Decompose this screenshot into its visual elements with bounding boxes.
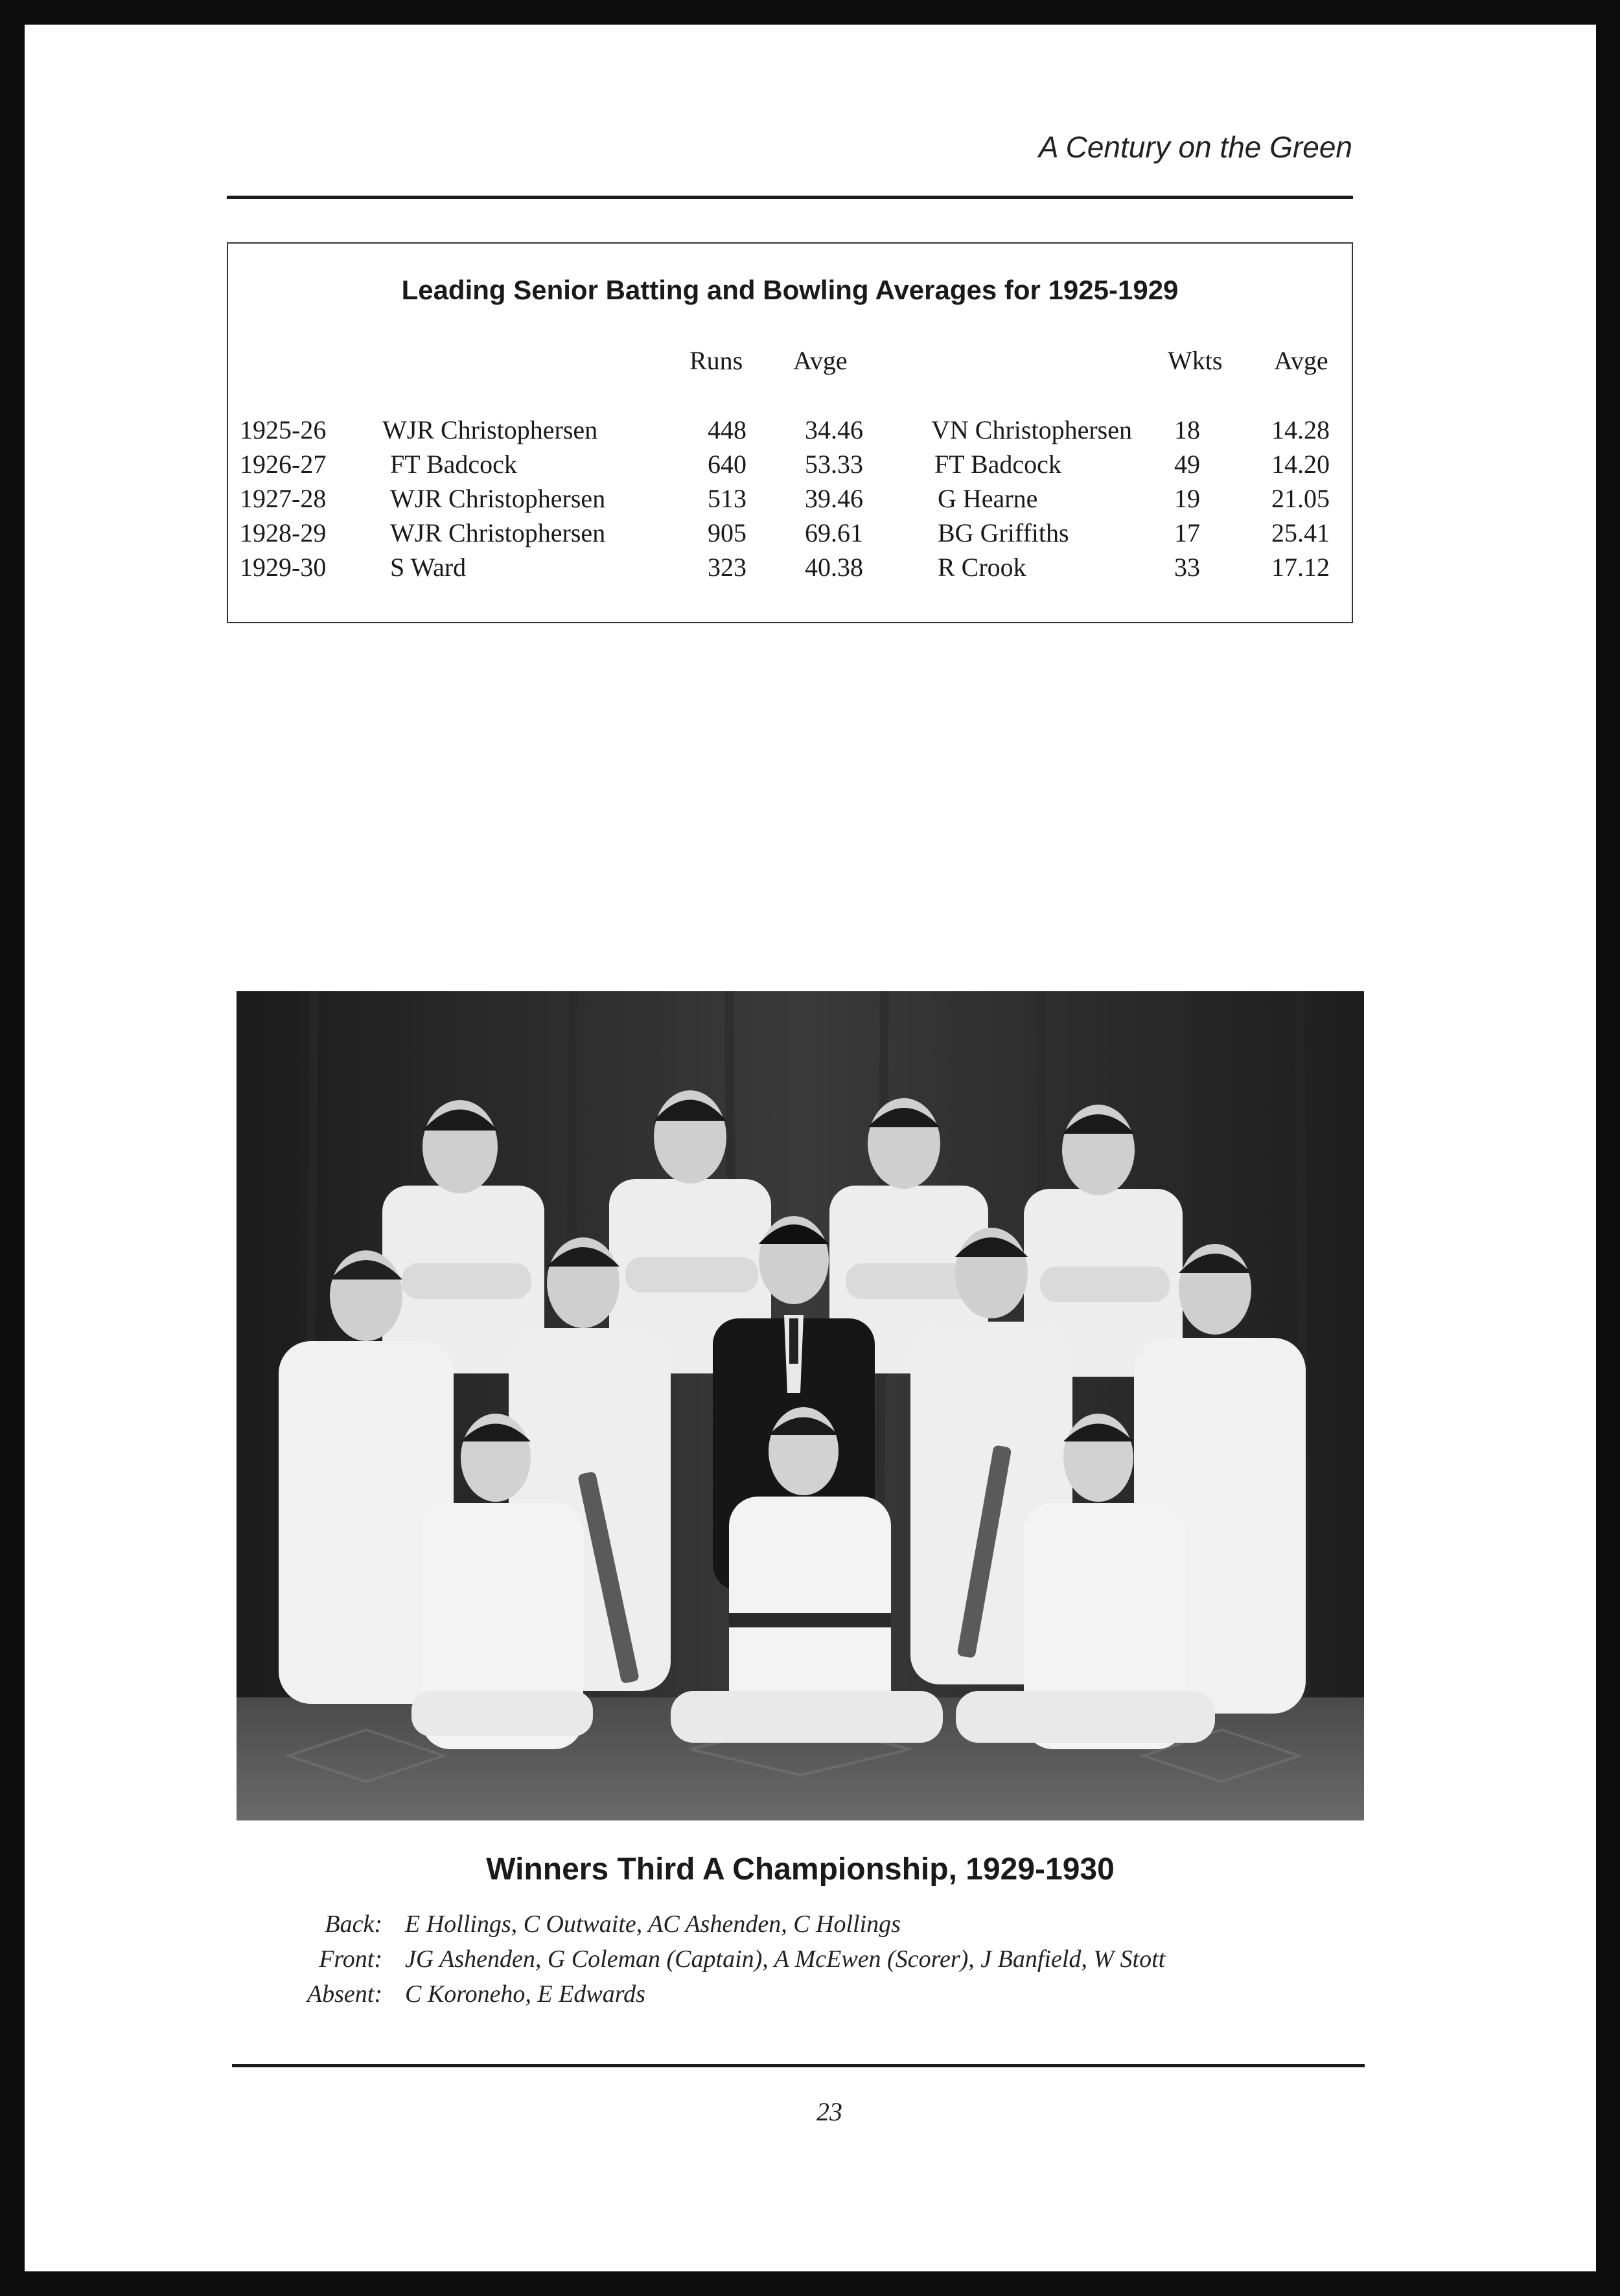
runs: 640: [708, 450, 746, 479]
page-number: 23: [816, 2097, 842, 2126]
batsman: FT Badcock: [390, 450, 517, 479]
header-wkts: Wkts: [1168, 346, 1223, 375]
bowler: G Hearne: [938, 484, 1038, 513]
footer-rule: [232, 2064, 1365, 2067]
bowling-avge: 21.05: [1271, 484, 1330, 513]
header-rule: [227, 196, 1353, 199]
credit-back: [272, 1910, 901, 1938]
credit-label: Back:: [325, 1911, 382, 1938]
runs: 323: [708, 553, 746, 582]
season: 1928-29: [240, 518, 327, 547]
batsman: S Ward: [390, 553, 467, 582]
batting-avge: 34.46: [805, 415, 863, 444]
batting-avge: 53.33: [805, 450, 863, 479]
bowler: R Crook: [938, 553, 1026, 582]
runs: 448: [708, 415, 746, 444]
batsman: WJR Christophersen: [390, 484, 606, 513]
wkts: 19: [1174, 484, 1200, 513]
batsman: WJR Christophersen: [382, 415, 598, 444]
bowler: FT Badcock: [934, 450, 1061, 479]
credit-names: JG Ashenden, G Coleman (Captain), A McEwen (Scorer), J Banfield, W Stott: [405, 1946, 1166, 1973]
wkts: 33: [1174, 553, 1200, 582]
bowling-avge: 14.28: [1271, 415, 1330, 444]
team-photo: [237, 991, 1364, 1820]
bowler: VN Christophersen: [931, 415, 1132, 444]
batting-avge: 69.61: [805, 518, 863, 547]
wkts: 18: [1174, 415, 1200, 444]
credit-front: [272, 1945, 1165, 1973]
header-batting-avge: Avge: [793, 346, 848, 375]
scan-border-top: [0, 0, 1620, 25]
scan-border-left: [0, 0, 25, 2296]
season: 1927-28: [240, 484, 327, 513]
header-runs: Runs: [689, 346, 743, 375]
runs: 513: [708, 484, 746, 513]
wkts: 49: [1174, 450, 1200, 479]
header-bowling-avge: Avge: [1274, 346, 1328, 375]
batting-avge: 39.46: [805, 484, 863, 513]
averages-table: [227, 242, 1353, 623]
scan-border-right: [1596, 0, 1620, 2296]
batting-avge: 40.38: [805, 553, 863, 582]
season: 1926-27: [240, 450, 327, 479]
credit-absent: [272, 1980, 645, 2008]
bowling-avge: 14.20: [1271, 450, 1330, 479]
scan-border-bottom: [0, 2271, 1620, 2296]
running-head: A Century on the Green: [1038, 130, 1352, 164]
credit-names: E Hollings, C Outwaite, AC Ashenden, C Hollings: [405, 1911, 901, 1938]
photo-caption-title: Winners Third A Championship, 1929-1930: [486, 1852, 1115, 1887]
averages-table-title: Leading Senior Batting and Bowling Averages for 1925-1929: [401, 275, 1179, 305]
season: 1925-26: [240, 415, 327, 444]
credit-label: Absent:: [307, 1980, 382, 2008]
bowler: BG Griffiths: [938, 518, 1069, 547]
runs: 905: [708, 518, 746, 547]
bowling-avge: 25.41: [1271, 518, 1330, 547]
wkts: 17: [1174, 518, 1200, 547]
credit-label: Front:: [319, 1946, 382, 1973]
season: 1929-30: [240, 553, 327, 582]
bowling-avge: 17.12: [1271, 553, 1330, 582]
credit-names: C Koroneho, E Edwards: [405, 1980, 645, 2008]
batsman: WJR Christophersen: [390, 518, 606, 547]
